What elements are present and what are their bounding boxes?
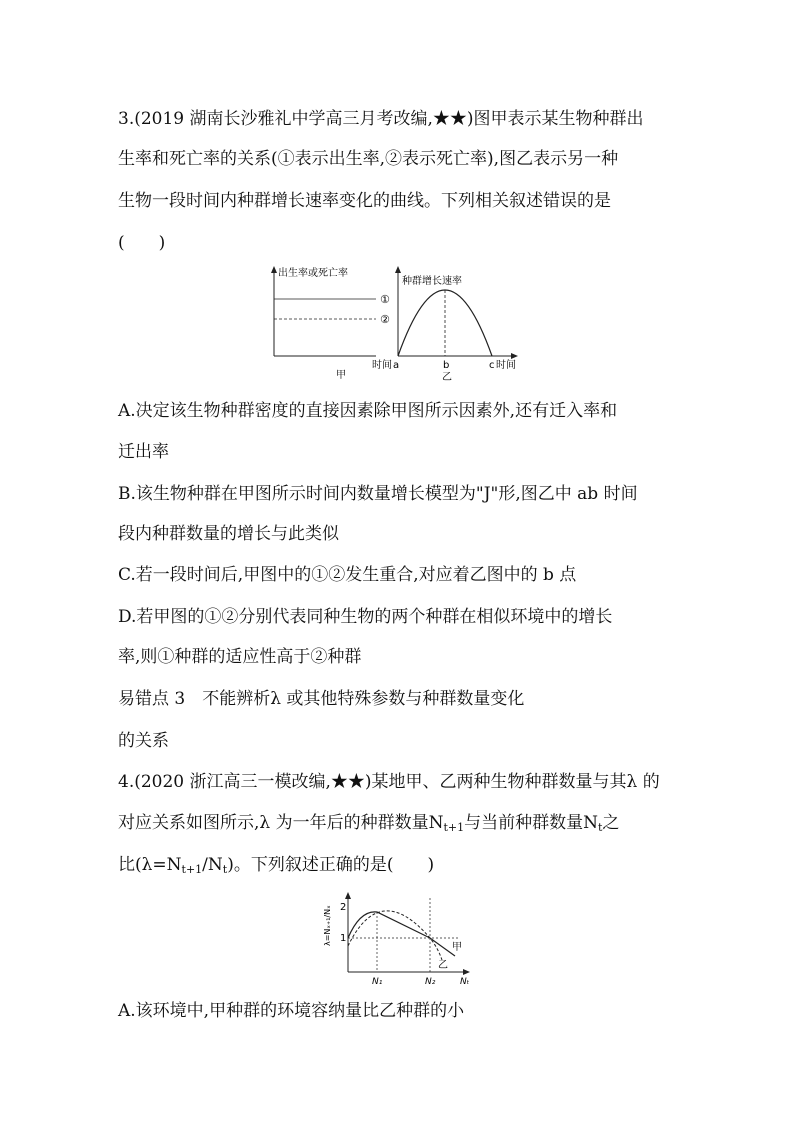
q4-line2-sub2: t (597, 821, 603, 834)
curve2-label: ② (380, 313, 390, 326)
q4-ylabel: λ=Nₓ₊₁/Nₓ (323, 905, 332, 946)
q3-option-d-line2: 率,则①种群的适应性高于②种群 (118, 647, 362, 667)
q3-line2: 生率和死亡率的关系(①表示出生率,②表示死亡率),图乙表示另一种 (118, 149, 619, 169)
yi-b-label: b (443, 360, 450, 371)
q4-line2-n1: N (428, 813, 444, 833)
q4-line2-n2: N (583, 813, 598, 833)
q4-line3-b: /N (202, 855, 223, 875)
section-heading-line1: 易错点 3 不能辨析λ 或其他特殊参数与种群数量变化 (118, 689, 525, 709)
q4-n2-label: N₂ (425, 977, 436, 987)
q3-option-b-line2: 段内种群数量的增长与此类似 (118, 524, 339, 544)
yi-c-label: c (489, 360, 495, 371)
q4-line2-mid: 与当前种群数量 (464, 813, 584, 833)
q4-nt-label: Nₜ (460, 977, 470, 987)
q4-n1-label: N₁ (372, 977, 383, 987)
yi-a-label: a (393, 360, 400, 371)
yi-ylabel: 种群增长速率 (402, 276, 462, 287)
q3-answer-blank: ( ) (118, 233, 166, 253)
q4-option-a: A.该环境中,甲种群的环境容纳量比乙种群的小 (118, 1001, 465, 1021)
jia-caption: 甲 (336, 370, 346, 381)
q4-line3-sub1: t+1 (181, 863, 203, 876)
q3-line3: 生物一段时间内种群增长速率变化的曲线。下列相关叙述错误的是 (118, 191, 611, 211)
q3-option-a-line2: 迁出率 (118, 442, 169, 462)
q4-line3-c: )。下列叙述正确的是( ) (227, 855, 435, 875)
q4-jia-label: 甲 (452, 942, 462, 953)
q3-option-b-line1: B.该生物种群在甲图所示时间内数量增长模型为"J"形,图乙中 ab 时间 (118, 484, 638, 504)
q4-line3-sub2: t (222, 863, 228, 876)
q3-option-c: C.若一段时间后,甲图中的①②发生重合,对应着乙图中的 b 点 (118, 565, 577, 585)
q4-line3-a: 比(λ=N (118, 855, 182, 875)
q3-option-a-line1: A.决定该生物种群密度的直接因素除甲图所示因素外,还有迁入率和 (118, 401, 618, 421)
q4-line1: 4.(2020 浙江高三一模改编,★★)某地甲、乙两种生物种群数量与其λ 的 (118, 772, 660, 792)
q4-line2-end: 之 (602, 813, 620, 833)
figure-yi (393, 266, 518, 383)
q3-figure (268, 264, 528, 384)
q4-line2-text: 对应关系如图所示,λ 为一年后的种群数量 (118, 813, 429, 833)
q4-yi-label: 乙 (438, 960, 448, 971)
jia-ylabel: 出生率或死亡率 (278, 268, 348, 279)
q4-tick-1: 1 (340, 933, 347, 944)
q4-tick-2: 2 (340, 902, 347, 913)
jia-xlabel: 时间 (372, 360, 392, 371)
q3-option-d-line1: D.若甲图的①②分别代表同种生物的两个种群在相似环境中的增长 (118, 607, 613, 627)
yi-xlabel: 时间 (496, 360, 516, 371)
q4-figure (320, 890, 480, 990)
figure-jia (271, 266, 392, 381)
q4-line2-sub1: t+1 (443, 821, 465, 834)
section-heading-line2: 的关系 (118, 731, 169, 751)
q3-line1: 3.(2019 湖南长沙雅礼中学高三月考改编,★★)图甲表示某生物种群出 (118, 109, 644, 129)
q4-line3 (118, 854, 434, 881)
yi-caption: 乙 (442, 372, 452, 383)
curve1-label: ① (380, 293, 390, 306)
q4-line2 (118, 812, 619, 839)
